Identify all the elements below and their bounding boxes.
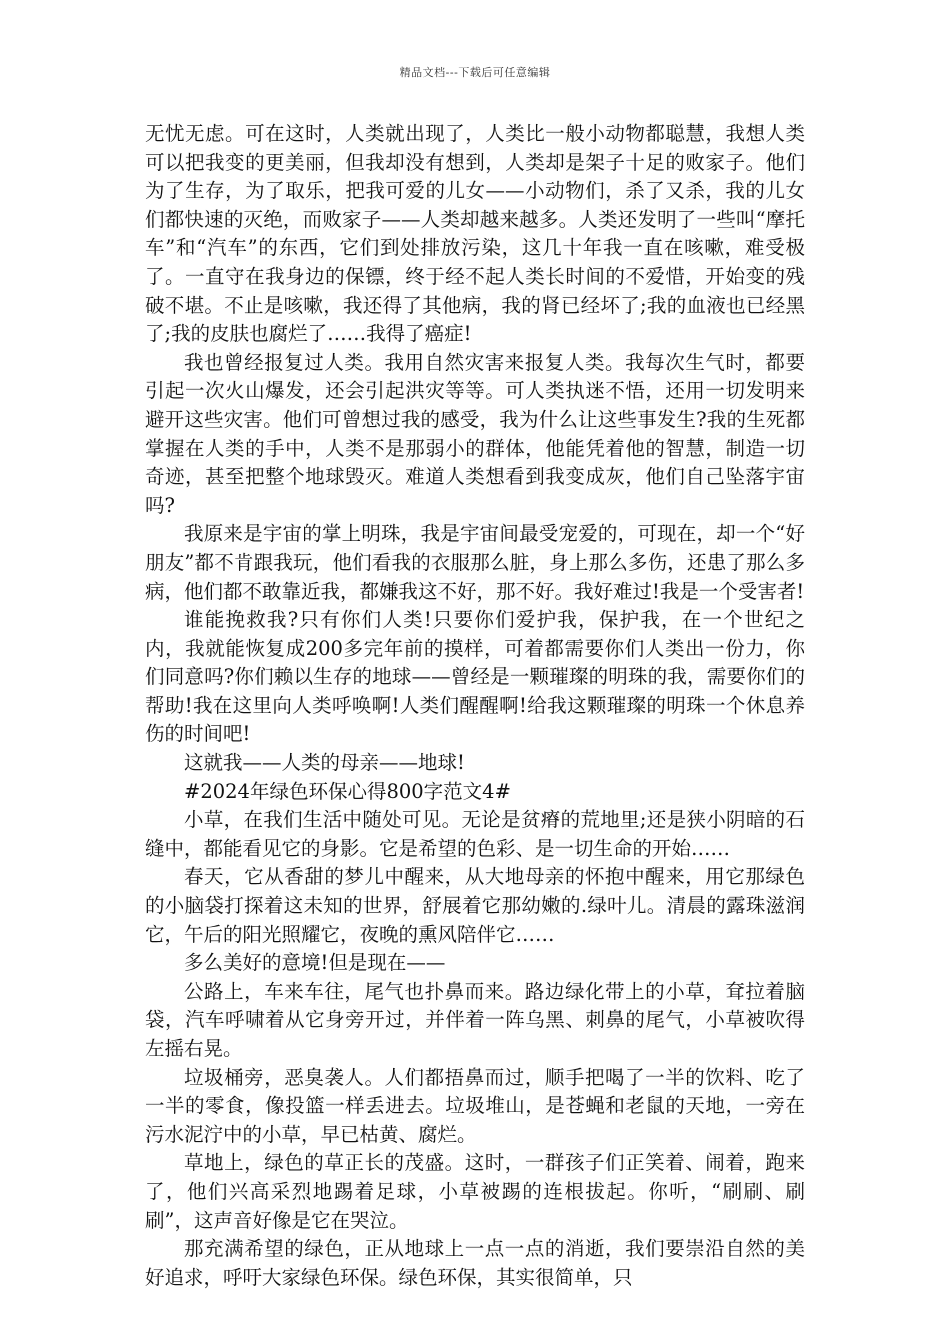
paragraph: 无忧无虑。可在这时，人类就出现了，人类比一般小动物都聪慧，我想人类可以把我变的更美丽，但我却没有想到，人类却是架子十足的败家子。他们为了生存，为了取乐，把我可爱的儿女——小动物们，杀了又杀，我的儿女们都快速的灭绝，而败家子——人类却越来越多。人类还发明了一些叫“摩托车”和“汽车”的东西，它们到处排放污染，这几十年我一直在咳嗽，难受极了。一直守在我身边的保镖，终于经不起人类长时间的不爱惜，开始变的残破不堪。不止是咳嗽，我还得了其他病，我的肾已经坏了;我的血液也已经黑了;我的皮肤也腐烂了……我得了癌症! <box>145 122 805 346</box>
paragraph: 小草，在我们生活中随处可见。无论是贫瘠的荒地里;还是狭小阴暗的石缝中，都能看见它的身影。它是希望的色彩、是一切生命的开始…… <box>145 808 805 860</box>
document-body <box>145 120 805 1292</box>
paragraph: 这就我——人类的母亲——地球! <box>184 751 465 775</box>
page-header: 精品文档---下载后可任意编辑 <box>399 66 551 79</box>
paragraph: 春天，它从香甜的梦儿中醒来，从大地母亲的怀抱中醒来，用它那绿色的小脑袋打探着这未知的世界，舒展着它那幼嫩的.绿叶儿。清晨的露珠滋润它，午后的阳光照耀它，夜晚的熏风陪伴它…… <box>145 865 805 946</box>
paragraph: 垃圾桶旁，恶臭袭人。人们都捂鼻而过，顺手把喝了一半的饮料、吃了一半的零食，像投篮一样丢进去。垃圾堆山，是苍蝇和老鼠的天地，一旁在污水泥泞中的小草，早已枯黄、腐烂。 <box>145 1065 805 1146</box>
paragraph: 公路上，车来车往，尾气也扑鼻而来。路边绿化带上的小草，耷拉着脑袋，汽车呼啸着从它身旁开过，并伴着一阵乌黑、刺鼻的尾气，小草被吹得左摇右晃。 <box>145 979 805 1060</box>
paragraph: 草地上，绿色的草正长的茂盛。这时，一群孩子们正笑着、闹着，跑来了，他们兴高采烈地踢着足球，小草被踢的连根拔起。你听，“刷刷、刷刷”，这声音好像是它在哭泣。 <box>145 1151 805 1232</box>
paragraph: 谁能挽救我?只有你们人类!只要你们爱护我，保护我，在一个世纪之内，我就能恢复成200多完年前的摸样，可着都需要你们人类出一份力，你们同意吗?你们赖以生存的地球——曾经是一颗璀璨的明珠的我，需要你们的帮助!我在这里向人类呼唤啊!人类们醒醒啊!给我这颗璀璨的明珠一个休息养伤的时间吧! <box>145 608 805 746</box>
section-heading: #2024年绿色环保心得800字范文4# <box>184 779 511 803</box>
paragraph: 我原来是宇宙的掌上明珠，我是宇宙间最受宠爱的，可现在，却一个“好朋友”都不肯跟我玩，他们看我的衣服那么脏，身上那么多伤，还患了那么多病，他们都不敢靠近我，都嫌我这不好，那不好。我好难过!我是一个受害者! <box>145 522 805 603</box>
paragraph: 那充满希望的绿色，正从地球上一点一点的消逝，我们要崇沿自然的美好追求，呼吁大家绿色环保。绿色环保，其实很简单，只 <box>145 1237 805 1289</box>
paragraph: 我也曾经报复过人类。我用自然灾害来报复人类。我每次生气时，都要引起一次火山爆发，还会引起洪灾等等。可人类执迷不悟，还用一切发明来避开这些灾害。他们可曾想过我的感受，我为什么让这些事发生?我的生死都掌握在人类的手中，人类不是那弱小的群体，他能凭着他的智慧，制造一切奇迹，甚至把整个地球毁灭。难道人类想看到我变成灰，他们自己坠落宇宙吗? <box>145 350 805 517</box>
paragraph: 多么美好的意境!但是现在—— <box>184 951 446 975</box>
